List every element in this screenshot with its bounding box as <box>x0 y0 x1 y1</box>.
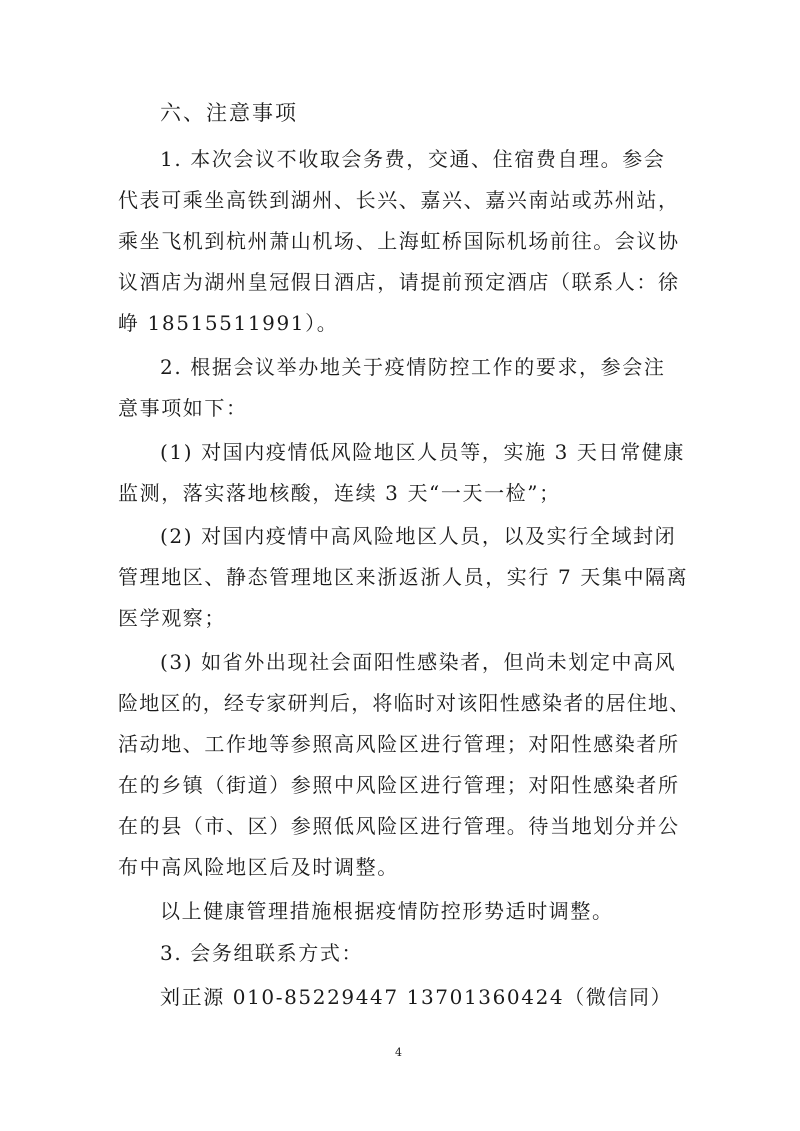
text-line-3: 乘坐飞机到杭州萧山机场、上海虹桥国际机场前往。会议协 <box>118 229 680 253</box>
text-line-5: 峥 18515511991）。 <box>118 311 339 335</box>
text-line-12: 医学观察； <box>118 606 226 630</box>
text-line-1: 1. 本次会议不收取会务费，交通、住宿费自理。参会 <box>160 147 666 171</box>
text-line-6: 2. 根据会议举办地关于疫情防控工作的要求，参会注 <box>160 355 666 379</box>
text-line-15: 活动地、工作地等参照高风险区进行管理；对阳性感染者所 <box>118 732 680 756</box>
text-line-16: 在的乡镇（街道）参照中风险区进行管理；对阳性感染者所 <box>118 773 680 797</box>
section-heading: 六、注意事项 <box>160 101 298 125</box>
text-line-17: 在的县（市、区）参照低风险区进行管理。待当地划分并公 <box>118 814 680 838</box>
text-line-10: (2) 对国内疫情中高风险地区人员，以及实行全域封闭 <box>160 524 677 548</box>
text-line-18: 布中高风险地区后及时调整。 <box>118 855 399 879</box>
text-line-20: 3. 会务组联系方式： <box>160 941 364 965</box>
text-line-11: 管理地区、静态管理地区来浙返浙人员，实行 7 天集中隔离 <box>118 565 689 589</box>
text-line-7: 意事项如下： <box>118 396 248 420</box>
text-line-21: 刘正源 010-85229447 13701360424（微信同） <box>160 985 673 1009</box>
text-line-14: 险地区的，经专家研判后，将临时对该阳性感染者的居住地、 <box>118 691 691 715</box>
page-number: 4 <box>395 1046 402 1059</box>
text-line-9: 监测，落实落地核酸，连续 3 天“一天一检”； <box>118 481 561 505</box>
text-line-4: 议酒店为湖州皇冠假日酒店，请提前预定酒店（联系人：徐 <box>118 270 680 294</box>
text-line-2: 代表可乘坐高铁到湖州、长兴、嘉兴、嘉兴南站或苏州站， <box>118 188 680 212</box>
text-line-13: (3) 如省外出现社会面阳性感染者，但尚未划定中高风 <box>160 650 677 674</box>
text-line-8: (1) 对国内疫情低风险地区人员等，实施 3 天日常健康 <box>160 440 685 464</box>
text-line-19: 以上健康管理措施根据疫情防控形势适时调整。 <box>160 899 614 923</box>
